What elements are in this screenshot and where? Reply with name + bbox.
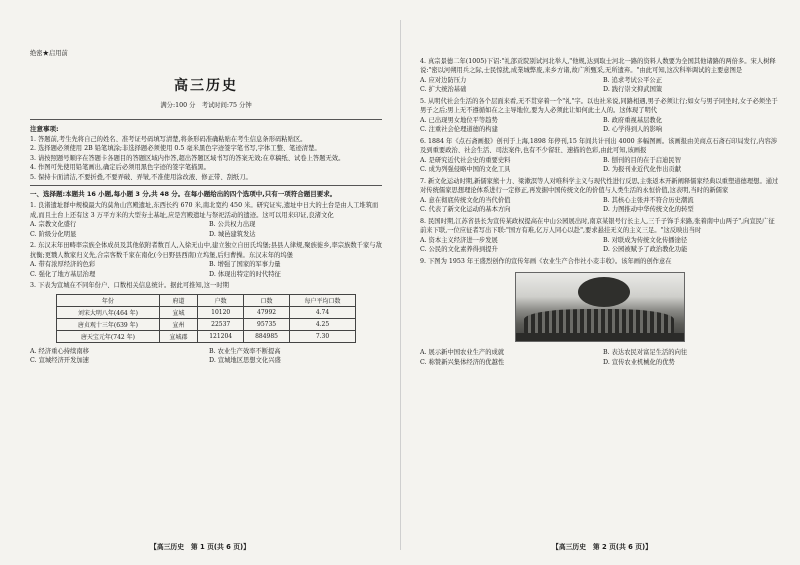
population-table bbox=[56, 294, 356, 343]
option-a: A. 意在彻底传统文化的当代价值 bbox=[420, 196, 511, 204]
section-heading: 一、选择题:本题共 16 小题,每小题 3 分,共 48 分。在每小题给出的四个选项中,只有一项符合题目要求。 bbox=[30, 190, 337, 199]
option-a: A. 已出现男女地位平等趋势 bbox=[420, 116, 498, 124]
option-a: A. 是研究近代社会史的重要史料 bbox=[420, 156, 511, 164]
option-b: B. 公共权力出现 bbox=[209, 221, 256, 229]
page-divider bbox=[400, 20, 401, 550]
table-header: 户数 bbox=[198, 294, 244, 306]
option-b: B. 对联成为传统文化传播途径 bbox=[603, 236, 688, 244]
ground-shape bbox=[516, 333, 684, 341]
table-cell: 宣城 bbox=[159, 306, 197, 318]
notice-item: 3. 请按照题号顺序在答题卡各题目的答题区域内作答,超出答题区域书写的答案无效;在草稿纸、试卷上答题无效。 bbox=[30, 154, 345, 162]
option-d: D. 体现出特定的时代特征 bbox=[209, 270, 281, 278]
option-a: A. 带有浓厚经济的色彩 bbox=[30, 261, 96, 269]
option-a: A. 应对边防压力 bbox=[420, 76, 467, 84]
option-d: D. 宣传农业机械化的优势 bbox=[603, 359, 675, 366]
question-3 bbox=[30, 281, 382, 366]
options bbox=[420, 116, 780, 135]
table-cell: 7.30 bbox=[289, 330, 355, 342]
option-d: D. 力图推动中华传统文化的转型 bbox=[603, 206, 694, 214]
option-c: C. 注重社会伦理道德的构建 bbox=[420, 126, 498, 134]
option-d: D. 践行崇文抑武国策 bbox=[603, 86, 663, 94]
option-c: C. 阶级分化明显 bbox=[30, 230, 77, 238]
option-c: C. 代表了新文化运动的基本方向 bbox=[420, 206, 511, 214]
question-4 bbox=[420, 57, 780, 95]
table-row bbox=[57, 306, 356, 318]
option-d: D. 宣城地区思想文化兴盛 bbox=[209, 357, 281, 365]
option-c: C. 成为列强侵略中国的文化工具 bbox=[420, 166, 511, 174]
table-cell: 刘宋大明八年(464 年) bbox=[57, 306, 160, 318]
option-a: A. 资本主义经济进一步发展 bbox=[420, 236, 498, 244]
question-7 bbox=[420, 177, 780, 215]
option-b: B. 其核心主张并不符合历史潮流 bbox=[603, 196, 694, 204]
table-header: 府道 bbox=[159, 294, 197, 306]
table-header: 年份 bbox=[57, 294, 160, 306]
table-cell: 4.25 bbox=[289, 318, 355, 330]
options bbox=[420, 236, 780, 255]
page-footer: 【高三历史 第 2 页(共 6 页)】 bbox=[552, 543, 652, 551]
option-b: B. 增强了国家的军事力量 bbox=[209, 261, 281, 269]
options bbox=[30, 347, 382, 366]
options bbox=[30, 260, 382, 279]
options bbox=[30, 220, 382, 239]
question-stem: 8. 民国时期,江苏省县长为宣传某政权提高在中山公园展出时,南京某银号行长主人,三千子饰手来路,张着南中山两子",向宣民广征前来下联,一位应征者写出下联:"国方有难,亿万人同心以赴",要求悬挂无义的主义三足。"这反映出当时 bbox=[420, 218, 775, 235]
table-cell: 121204 bbox=[198, 330, 244, 342]
table-cell: 884985 bbox=[244, 330, 290, 342]
notice-item: 5. 保持卡面清洁,不要折叠,不要弄破、弄皱,不准使用涂改液、修正带、刮纸刀。 bbox=[30, 173, 252, 181]
option-d: D. 公园被赋予了政治教化功能 bbox=[603, 246, 688, 254]
table-header-row bbox=[57, 294, 356, 306]
option-c: C. 公民的文化素养得到提升 bbox=[420, 246, 498, 254]
question-stem: 2. 东汉末年田畴率宗族全体成员及其他依附者数百人,入徐无山中,建立独立自田氏坞堡;县县人律规,聚族徙乡,率宗族数千家与敌抗衡;更戮人数家归义先,合宗客数千家在南化(今日野县西南)立坞堡,后归曹操。东汉末年的坞堡 bbox=[30, 242, 382, 259]
table-cell: 4.74 bbox=[289, 306, 355, 318]
notice-heading: 注意事项: bbox=[30, 125, 59, 133]
exam-title: 高三历史 bbox=[174, 78, 238, 94]
table-cell: 唐贞观十三年(639 年) bbox=[57, 318, 160, 330]
option-a: A. 宗教文化盛行 bbox=[30, 221, 77, 229]
question-stem: 9. 下图为 1953 年王盛烈创作的宣传年画《农业生产合作社小麦丰收》。该年画的创作意在 bbox=[420, 258, 672, 265]
notice-item: 4. 作图可先使用铅笔画出,确定后必须用黑色字迹的签字笔描黑。 bbox=[30, 164, 211, 172]
table-cell: 宣州 bbox=[159, 318, 197, 330]
option-d: D. 城邑建筑发达 bbox=[209, 230, 256, 238]
header-rule bbox=[30, 119, 382, 120]
exam-score-time: 满分:100 分 考试时间:75 分钟 bbox=[160, 102, 252, 109]
question-5 bbox=[420, 97, 780, 135]
question-2 bbox=[30, 241, 382, 279]
page-footer: 【高三历史 第 1 页(共 6 页)】 bbox=[150, 543, 250, 551]
option-b: B. 追求考试公平公正 bbox=[603, 76, 663, 84]
option-b: B. 政府重视基层教化 bbox=[603, 116, 663, 124]
options bbox=[420, 156, 780, 175]
option-c: C. 扩大统治基础 bbox=[420, 86, 467, 94]
table-header: 口数 bbox=[244, 294, 290, 306]
option-d: D. 心学得到人的影响 bbox=[603, 126, 663, 134]
option-c: C. 称赞新兴集体经济的优越性 bbox=[420, 359, 505, 366]
question-8 bbox=[420, 217, 780, 255]
option-a: A. 经济重心持续南移 bbox=[30, 347, 89, 355]
table-cell: 唐天宝元年(742 年) bbox=[57, 330, 160, 342]
table-row bbox=[57, 318, 356, 330]
confidential-label: 绝密★启用前 bbox=[30, 50, 68, 57]
question-stem: 7. 新文化运动时期,新儒家熊十力、梁漱溟等人对唯科学主义与现代性进行反思,主张返本开新阐释儒家经典以重塑道德理想。通过对传统儒家思想理论体系进行一定修正,再发掘中国传统文化的价值与人类生活的永恒价值,这表明,当时的新儒家 bbox=[420, 178, 779, 195]
options bbox=[420, 196, 780, 215]
table-cell: 95735 bbox=[244, 318, 290, 330]
table-cell: 47992 bbox=[244, 306, 290, 318]
option-b: B. 农业生产效率不断提高 bbox=[209, 347, 281, 355]
option-d: D. 为报刊业近代化作出贡献 bbox=[603, 166, 682, 174]
question-stem: 5. 从明代社会生活的各个层面来看,无不贯穿着一个"礼"字。以也社米说,同路相遇,男子必须让行;如女与男子同坐时,女子必须坐于男子之后;男上无不遵循如在之主导地位,要为人必须此让如何此土人的。这体现了明代 bbox=[420, 98, 778, 115]
crowd-shape bbox=[524, 309, 674, 335]
question-6 bbox=[420, 137, 780, 175]
option-a: A. 展示新中国农业生产的成就 bbox=[420, 349, 505, 357]
question-stem: 1. 良渚遗址群中规模最大的莫角山宫殿遗址,东西长约 670 米,南北宽约 450 米。研究证实,遗址中日大的土台是由人工堆筑而成,而且土台上还有这 3 万平方米的大型夯土基址,应是宫殿遗址与祭祀活动的遗迹。这可以用来印证,良渚文化 bbox=[30, 202, 379, 219]
question-9 bbox=[420, 257, 780, 368]
option-b: B. 刨刊的目的在于启迪民智 bbox=[603, 156, 681, 164]
tree-shape bbox=[578, 277, 630, 307]
notice-rule bbox=[30, 185, 382, 186]
options bbox=[420, 348, 780, 367]
question-stem: 6. 1884 年《点石斋画报》创刊于上海,1898 年停刊,15 年间共计刊出 4000 多幅图画。该画报由美商点石斋石印局发行,内容涉及到重要政治、社会生活、司法案件,也有不少留驻、速描的色彩,由此可知,该画报 bbox=[420, 138, 778, 155]
question-stem: 4. 真宗景德二年(1005)下诏:"礼部贡院别试河北举人,"他规,达到取士河北一路的资料人数要为全国其他诸路的两倍多。宋人树释说:"密以河朔用兵之际,士民惊扰,成業城弊废,来乡方诸,故广所甄采,无所遗弃。"由此可知,这次科举调试的主要意图是 bbox=[420, 58, 776, 75]
option-c: C. 强化了地方基层治理 bbox=[30, 270, 96, 278]
option-c: C. 宣城经济开发加速 bbox=[30, 357, 89, 365]
table-row bbox=[57, 330, 356, 342]
option-b: B. 表达农民对富足生活的向往 bbox=[603, 349, 688, 357]
harvest-painting-image bbox=[515, 272, 685, 342]
options bbox=[420, 76, 780, 95]
notice-item: 2. 选择题必须使用 2B 铅笔填涂;非选择题必须使用 0.5 毫米黑色字迹签字笔书写,字体工整、笔迹清楚。 bbox=[30, 145, 321, 153]
exam-page-2 bbox=[402, 0, 800, 565]
table-header: 每户平均口数 bbox=[289, 294, 355, 306]
notice-item: 1. 答题前,考生先将自己的姓名、准考证号码填写清楚,将条形码准确粘贴在考生信息条形码粘贴区。 bbox=[30, 136, 307, 143]
question-stem: 3. 下表为宣城在不同年份户、口数相关信息统计。据此可推知,这一时期 bbox=[30, 282, 229, 290]
table-cell: 宣城郡 bbox=[159, 330, 197, 342]
table-cell: 22537 bbox=[198, 318, 244, 330]
question-1 bbox=[30, 201, 382, 239]
table-cell: 10120 bbox=[198, 306, 244, 318]
